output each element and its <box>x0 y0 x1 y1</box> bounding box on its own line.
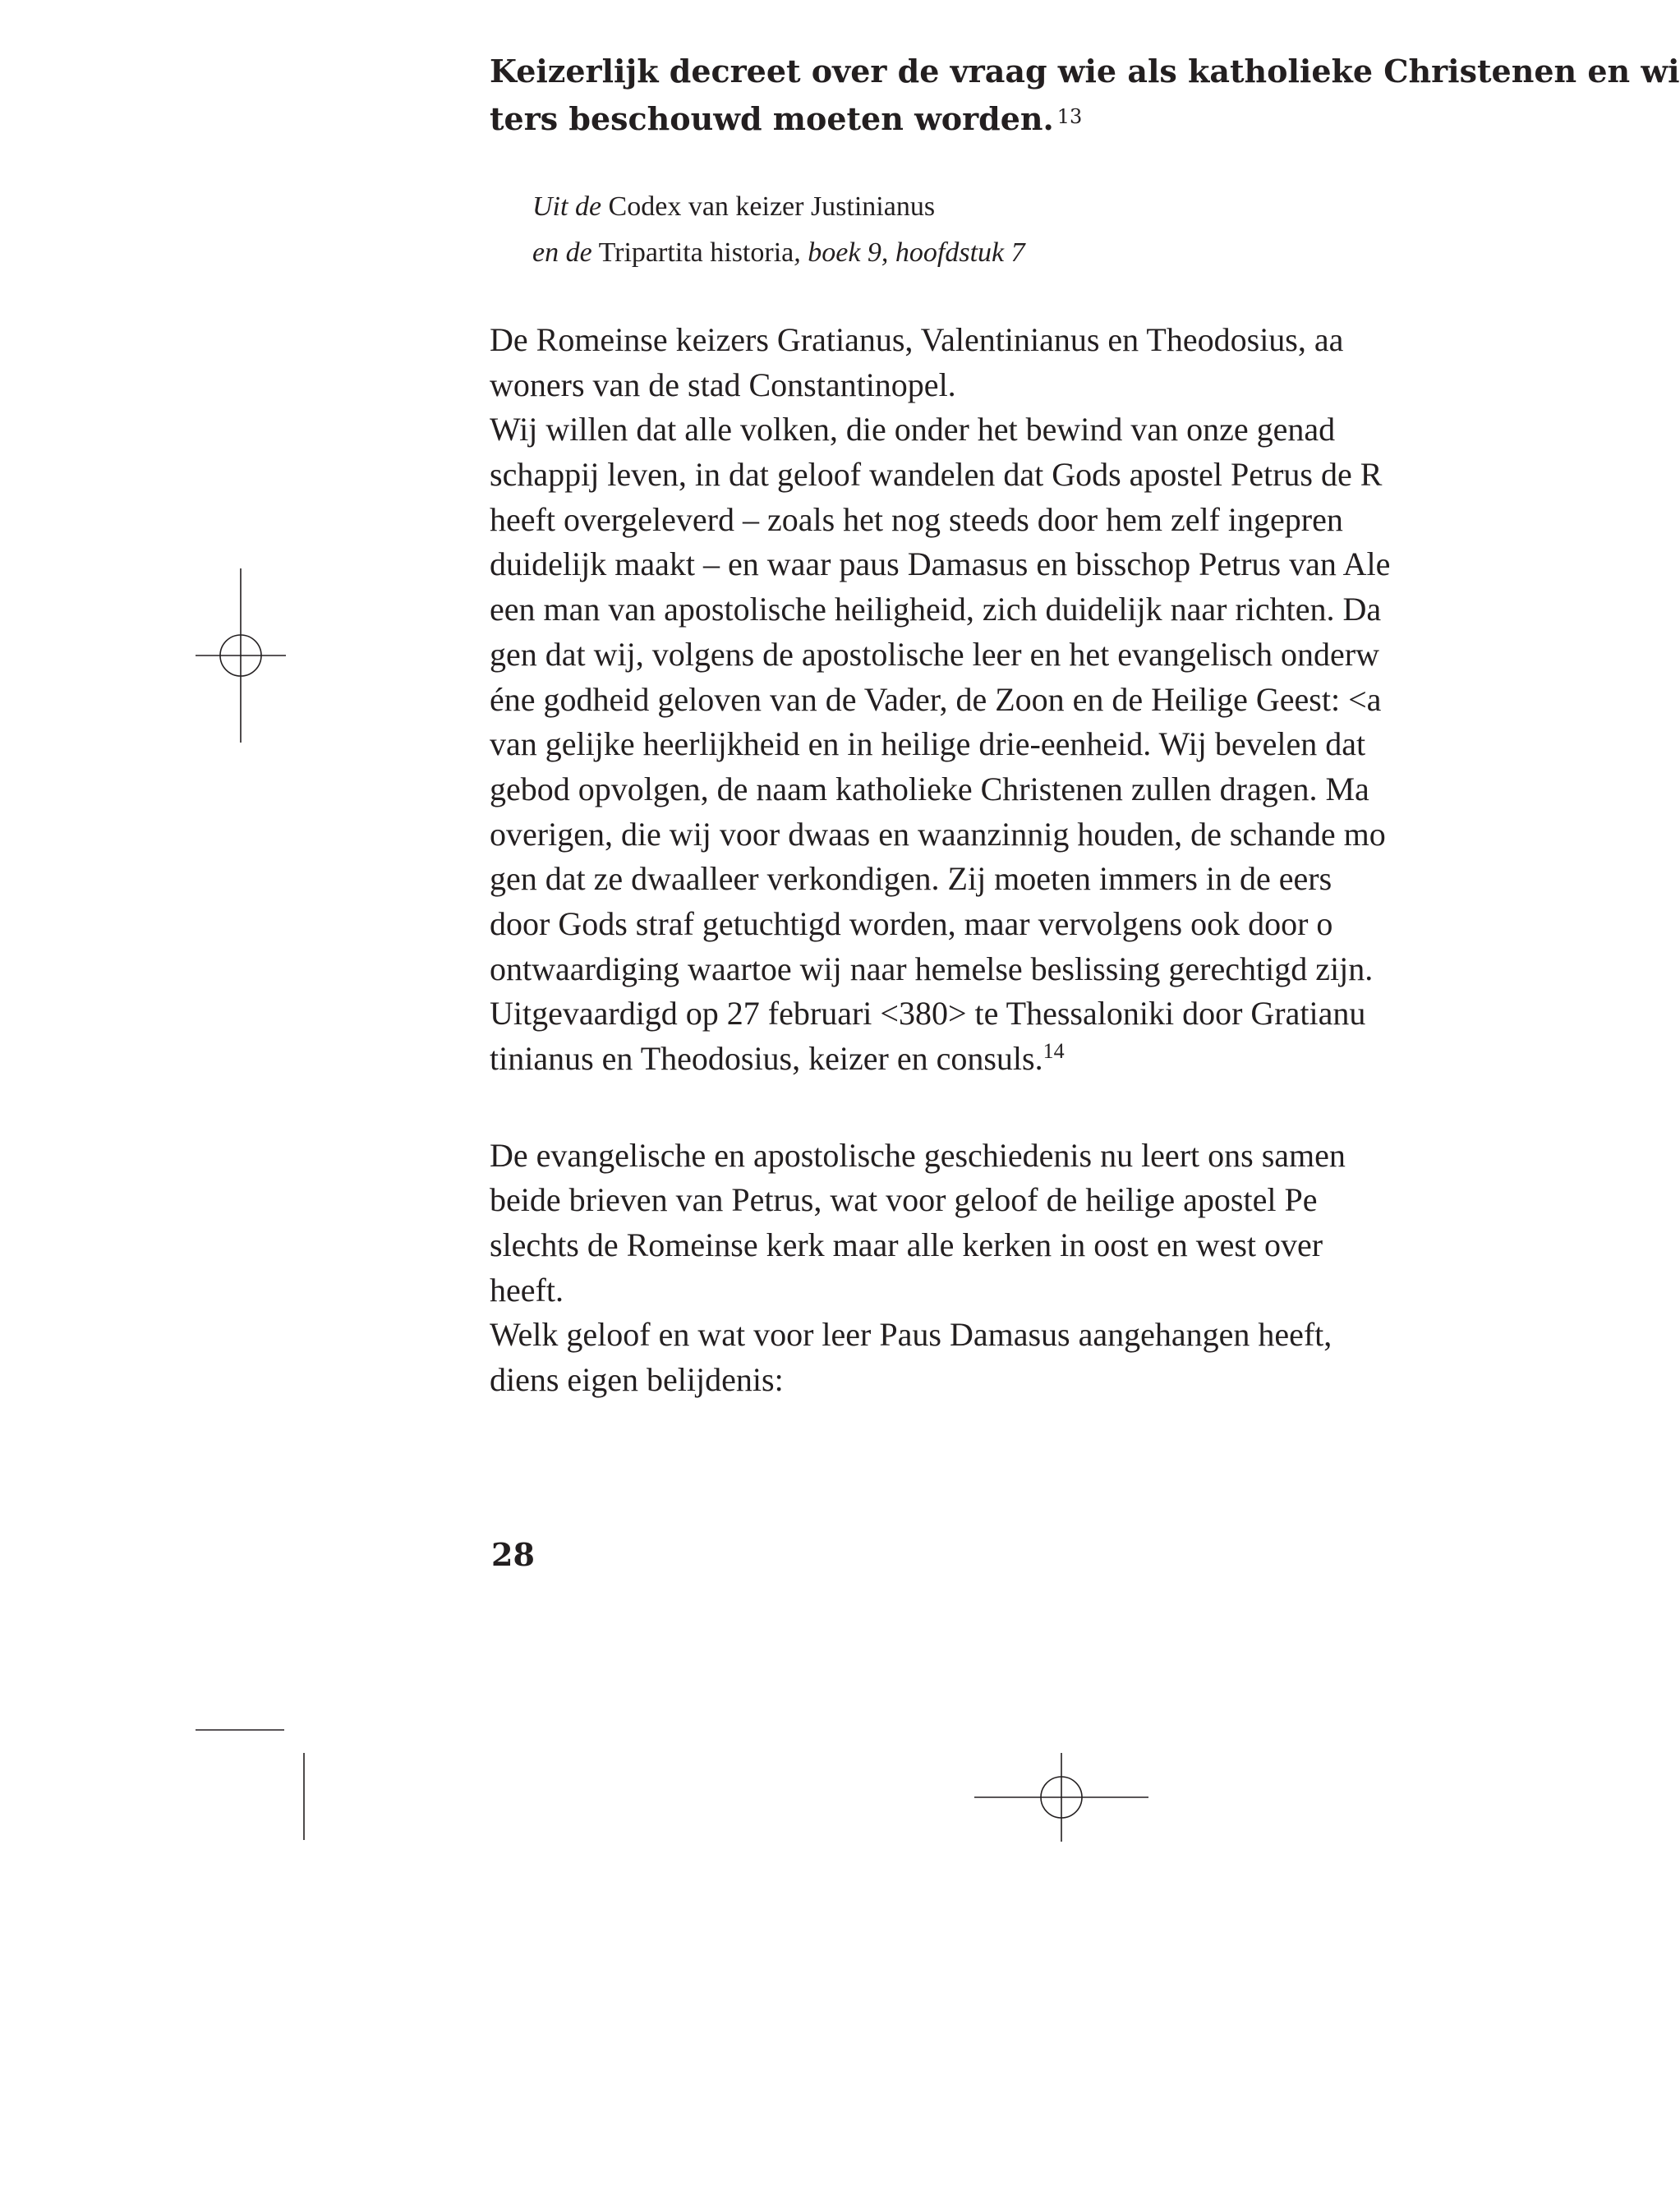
text-line: Uitgevaardigd op 27 februari <380> te Thessaloniki door Gratianu <box>490 995 1366 1033</box>
text-line: De evangelische en apostolische geschiedenis nu leert ons samen <box>490 1136 1346 1174</box>
text-line: slechts de Romeinse kerk maar alle kerken in oost en west over <box>490 1226 1323 1264</box>
source-citation <box>532 184 1025 276</box>
text-line: een man van apostolische heiligheid, zich duidelijk naar richten. Da <box>490 591 1382 628</box>
heading-line-2: ters beschouwd moeten worden. <box>490 100 1054 137</box>
text-line: Wij willen dat alle volken, die onder het bewind van onze genad <box>490 411 1336 448</box>
text-line: gen dat ze dwaalleer verkondigen. Zij moeten immers in de eers <box>490 860 1332 898</box>
text-line: heeft. <box>490 1271 564 1309</box>
text-line: van gelijke heerlijkheid en in heilige drie-eenheid. Wij bevelen dat <box>490 725 1366 763</box>
source-line-2: en de Tripartita historia, boek 9, hoofdstuk 7 <box>532 237 1025 268</box>
source-line-1: Uit de Codex van keizer Justinianus <box>532 191 936 222</box>
text-line: woners van de stad Constantinopel. <box>490 366 956 403</box>
text-line: overigen, die wij voor dwaas en waanzinnig houden, de schande mo <box>490 815 1386 853</box>
section-heading <box>490 48 1680 147</box>
text-line: Welk geloof en wat voor leer Paus Damasus aangehangen heeft, <box>490 1316 1332 1354</box>
text-line: heeft overgeleverd – zoals het nog steeds door hem zelf ingepren <box>490 500 1343 538</box>
heading-footnote-ref: 13 <box>1056 105 1083 128</box>
text-line: duidelijk maakt – en waar paus Damasus en bisschop Petrus van Ale <box>490 545 1391 583</box>
text-line: gebod opvolgen, de naam katholieke Christenen zullen dragen. Ma <box>490 770 1369 807</box>
footnote-ref: 14 <box>1043 1039 1065 1063</box>
registration-mark-bottom <box>974 1753 1148 1842</box>
registration-mark-left <box>196 568 286 743</box>
heading-line-1: Keizerlijk decreet over de vraag wie als katholieke Christenen en wi <box>490 53 1680 90</box>
body-text <box>490 318 1390 1403</box>
text-line: door Gods straf getuchtigd worden, maar vervolgens ook door o <box>490 904 1333 942</box>
text-line: schappij leven, in dat geloof wandelen dat Gods apostel Petrus de R <box>490 456 1383 494</box>
text-line: gen dat wij, volgens de apostolische leer en het evangelisch onderw <box>490 635 1379 673</box>
crop-mark-vertical <box>302 1753 306 1840</box>
text-line: ontwaardiging waartoe wij naar hemelse beslissing gerechtigd zijn. <box>490 950 1374 987</box>
page-number: 28 <box>491 1536 535 1573</box>
text-line: tinianus en Theodosius, keizer en consuls.$^{14}$ <box>490 1039 1065 1077</box>
text-line: diens eigen belijdenis: <box>490 1361 784 1399</box>
crop-mark-horizontal <box>196 1728 284 1732</box>
text-line: De Romeinse keizers Gratianus, Valentinianus en Theodosius, aa <box>490 321 1344 358</box>
text-line: éne godheid geloven van de Vader, de Zoon en de Heilige Geest: <a <box>490 680 1382 718</box>
text-line: beide brieven van Petrus, wat voor geloof de heilige apostel Pe <box>490 1181 1318 1219</box>
